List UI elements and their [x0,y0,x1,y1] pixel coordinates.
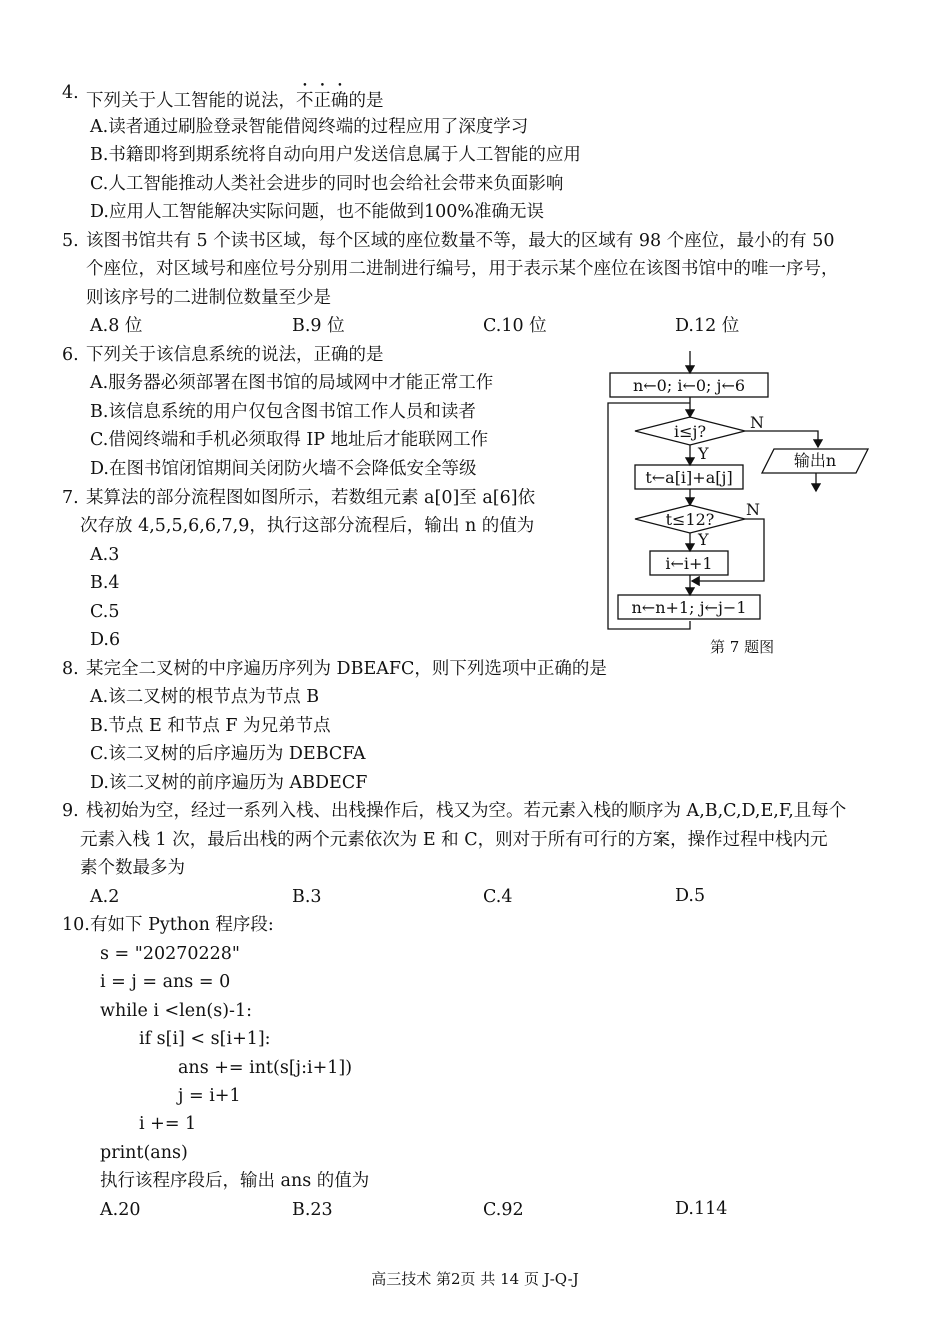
flow-inc-text: i←i+1 [665,554,713,573]
q4-number: 4. [62,83,79,103]
q6-option-b: B.该信息系统的用户仅包含图书馆工作人员和读者 [90,402,476,422]
code-line-7: i += 1 [139,1114,197,1134]
q5-number: 5. [62,231,79,251]
q7-option-c: C.5 [90,602,120,622]
q9-option-b: B.3 [292,887,322,907]
q5-option-d: D.12 位 [675,316,740,336]
q9-option-a: A.2 [90,887,120,907]
q6-option-c: C.借阅终端和手机必须取得 IP 地址后才能联网工作 [90,430,489,450]
code-line-1: s = "20270228" [100,944,240,964]
q8-option-c: C.该二叉树的后序遍历为 DEBCFA [90,744,366,764]
q6-option-d: D.在图书馆闭馆期间关闭防火墙不会降低安全等级 [90,459,477,479]
q5-option-c: C.10 位 [483,316,547,336]
q8-stem: 某完全二叉树的中序遍历序列为 DBEAFC，则下列选项中正确的是 [86,659,607,679]
q5-option-b: B.9 位 [292,316,345,336]
q10-stem: 有如下 Python 程序段: [90,915,274,935]
q5-line-2: 个座位，对区域号和座位号分别用二进制进行编号，用于表示某个座位在该图书馆中的唯一序号， [86,259,839,279]
q10-option-c: C.92 [483,1200,524,1220]
q10-option-d: D.114 [675,1199,728,1219]
q7-option-a: A.3 [90,545,120,565]
q8-option-d: D.该二叉树的前序遍历为 ABDECF [90,773,368,793]
flow-yes1-label: Y [698,444,709,463]
code-line-2: i = j = ans = 0 [100,972,231,992]
q4-stem-emphasis: 不正确 [296,91,349,111]
q4-option-d: D.应用人工智能解决实际问题，也不能做到100%准确无误 [90,202,544,222]
q7-option-b: B.4 [90,573,120,593]
q7-flowchart [600,345,880,665]
flow-cond2-text: t≤12? [665,510,715,529]
q4-option-c: C.人工智能推动人类社会进步的同时也会给社会带来负面影响 [90,174,564,194]
flow-no1-label: N [750,413,764,432]
q4-stem-b: 的是 [348,91,384,111]
q9-number: 9. [62,801,79,821]
q7-line-2: 次存放 4,5,5,6,6,7,9，执行这部分流程后，输出 n 的值为 [80,516,535,536]
q5-line-1: 该图书馆共有 5 个读书区域，每个区域的座位数量不等，最大的区域有 98 个座位，最小的有 50 [86,231,835,251]
flow-assign-text: t←a[i]+a[j] [645,468,733,487]
flow-arrow-no1 [745,431,818,447]
q9-line-2: 元素入栈 1 次，最后出栈的两个元素依次为 E 和 C，则对于所有可行的方案，操作过程中栈内元 [80,830,828,850]
q8-number: 8. [62,659,79,679]
q7-option-d: D.6 [90,630,121,650]
q8-option-b: B.节点 E 和节点 F 为兄弟节点 [90,716,331,736]
q6-number: 6. [62,345,79,365]
flow-no2-label: N [746,500,760,519]
q7-line-1: 某算法的部分流程图如图所示，若数组元素 a[0]至 a[6]依 [86,488,536,508]
code-line-3: while i <len(s)-1: [100,1001,252,1021]
q9-line-3: 素个数最多为 [80,858,185,878]
q9-option-c: C.4 [483,887,513,907]
flow-yes2-label: Y [698,530,709,549]
code-line-5: ans += int(s[j:i+1]) [178,1058,353,1078]
q10-number: 10. [62,915,90,935]
q9-line-1: 栈初始为空，经过一系列入栈、出栈操作后，栈又为空。若元素入栈的顺序为 A,B,C,D,E,F,且每个 [86,801,847,821]
flow-output-text: 输出n [793,451,837,470]
page-footer: 高三技术 第2页 共 14 页 J-Q-J [371,1270,579,1288]
flow-cond1-text: i≤j? [673,422,707,441]
q4-option-a: A.读者通过刷脸登录智能借阅终端的过程应用了深度学习 [90,117,529,137]
flow-update-text: n←n+1; j←j−1 [631,598,747,617]
q6-stem: 下列关于该信息系统的说法，正确的是 [86,345,384,365]
q5-option-a: A.8 位 [90,316,143,336]
q4-option-b: B.书籍即将到期系统将自动向用户发送信息属于人工智能的应用 [90,145,581,165]
q10-after: 执行该程序段后，输出 ans 的值为 [100,1171,370,1191]
q6-option-a: A.服务器必须部署在图书馆的局域网中才能正常工作 [90,373,494,393]
code-line-8: print(ans) [100,1143,188,1163]
q9-option-d: D.5 [675,886,706,906]
q7-flowchart-caption: 第 7 题图 [710,638,775,656]
q8-option-a: A.该二叉树的根节点为节点 B [90,687,320,707]
code-line-6: j = i+1 [178,1086,241,1106]
q4-stem [86,81,384,113]
flow-init-text: n←0; i←0; j←6 [632,376,746,395]
q7-number: 7. [62,488,79,508]
q5-line-3: 则该序号的二进制位数量至少是 [86,288,331,308]
q4-stem-a: 下列关于人工智能的说法， [86,91,296,111]
q10-option-b: B.23 [292,1200,333,1220]
code-line-4: if s[i] < s[i+1]: [139,1029,271,1049]
q10-option-a: A.20 [100,1200,141,1220]
